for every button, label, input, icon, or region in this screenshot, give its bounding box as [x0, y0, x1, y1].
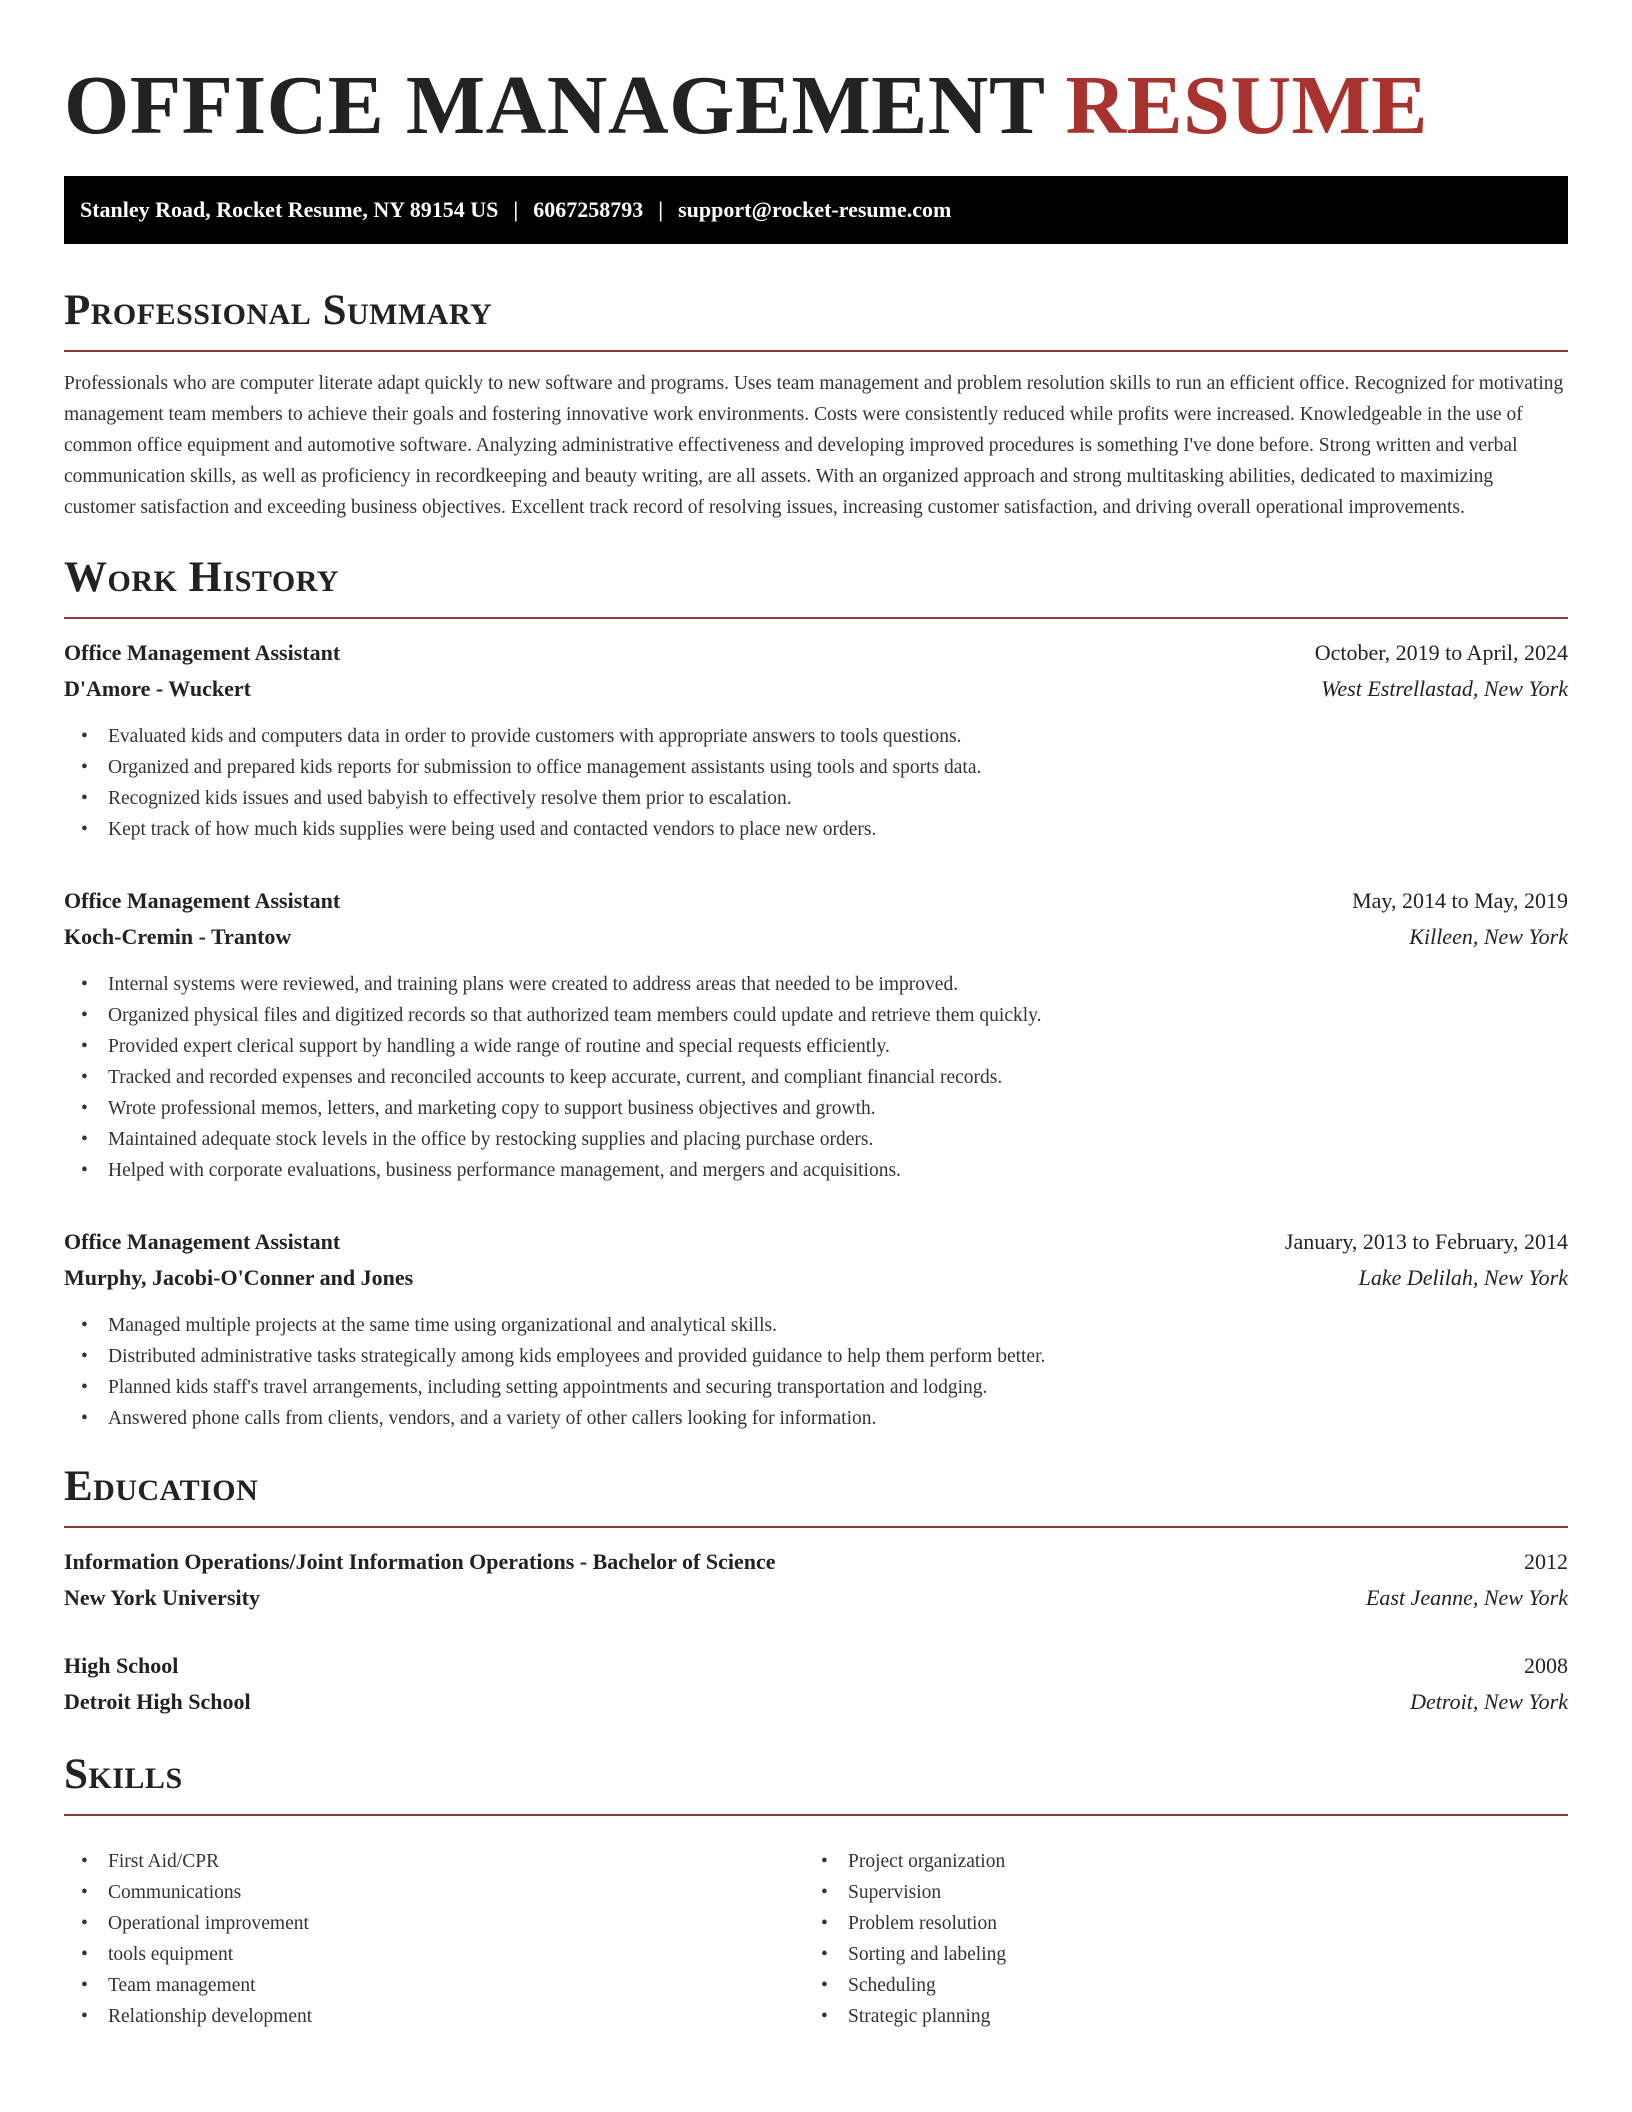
job-dates: October, 2019 to April, 2024	[1314, 640, 1568, 665]
job-bullet: • Distributed administrative tasks strategically among kids employees and provided guidance to help them perform better.	[81, 1341, 1568, 1372]
education-entry-subheader	[64, 1684, 1568, 1720]
skill-item: • Project organization	[821, 1846, 1568, 1877]
skills-grid	[64, 1832, 1568, 2032]
skill-item: • Strategic planning	[821, 2001, 1568, 2032]
school-name: New York University	[64, 1585, 260, 1610]
skill-item: • Sorting and labeling	[821, 1939, 1568, 1970]
work-entry-header	[64, 883, 1568, 919]
graduation-year: 2008	[1524, 1653, 1568, 1678]
skill-item: • tools equipment	[81, 1939, 804, 1970]
job-bullet: • Provided expert clerical support by handling a wide range of routine and special requests efficiently.	[81, 1031, 1568, 1062]
job-title: Office Management Assistant	[64, 888, 341, 913]
job-location: Lake Delilah, New York	[1358, 1265, 1568, 1290]
skill-item: • Supervision	[821, 1877, 1568, 1908]
job-bullet: • Organized and prepared kids reports for submission to office management assistants using tools and sports data.	[81, 752, 1568, 783]
skill-item: • Problem resolution	[821, 1908, 1568, 1939]
job-bullet: • Kept track of how much kids supplies were being used and contacted vendors to place new orders.	[81, 814, 1568, 845]
contact-phone: 6067258793	[533, 197, 644, 222]
contact-email: support@rocket-resume.com	[678, 197, 952, 222]
skill-item: • Team management	[81, 1970, 804, 2001]
skills-column-right	[804, 1846, 1568, 2032]
job-bullets	[64, 969, 1568, 1186]
education-entry	[64, 1544, 1568, 1616]
skill-item: • Operational improvement	[81, 1908, 804, 1939]
skill-item: • First Aid/CPR	[81, 1846, 804, 1877]
skills-heading: Skills	[64, 1750, 1568, 1816]
school-location: Detroit, New York	[1410, 1689, 1568, 1714]
job-bullet: • Tracked and recorded expenses and reconciled accounts to keep accurate, current, and compliant financial records.	[81, 1062, 1568, 1093]
education-entry-header	[64, 1648, 1568, 1684]
job-title: Office Management Assistant	[64, 1229, 341, 1254]
work-entry	[64, 1224, 1568, 1434]
job-bullet: • Wrote professional memos, letters, and marketing copy to support business objectives and growth.	[81, 1093, 1568, 1124]
resume-page	[64, 56, 1568, 2032]
job-location: Killeen, New York	[1409, 924, 1568, 949]
job-bullet: • Answered phone calls from clients, vendors, and a variety of other callers looking for information.	[81, 1403, 1568, 1434]
job-company: D'Amore - Wuckert	[64, 676, 251, 701]
degree-name: High School	[64, 1653, 179, 1678]
school-name: Detroit High School	[64, 1689, 251, 1714]
title-accent: RESUME	[1065, 59, 1428, 152]
education-entry	[64, 1648, 1568, 1720]
work-entry-header	[64, 1224, 1568, 1260]
work-entry	[64, 883, 1568, 1186]
contact-separator: |	[513, 197, 519, 222]
job-bullet: • Internal systems were reviewed, and training plans were created to address areas that needed to be improved.	[81, 969, 1568, 1000]
job-location: West Estrellastad, New York	[1321, 676, 1568, 701]
work-entry-subheader	[64, 919, 1568, 955]
work-entry-subheader	[64, 671, 1568, 707]
graduation-year: 2012	[1524, 1549, 1568, 1574]
skills-column-left	[64, 1846, 804, 2032]
work-entry	[64, 635, 1568, 845]
work-entry-subheader	[64, 1260, 1568, 1296]
job-bullets	[64, 1310, 1568, 1434]
contact-bar	[64, 176, 1568, 244]
job-bullet: • Evaluated kids and computers data in order to provide customers with appropriate answers to tools questions.	[81, 721, 1568, 752]
contact-address: Stanley Road, Rocket Resume, NY 89154 US	[80, 197, 499, 222]
skill-item: • Scheduling	[821, 1970, 1568, 2001]
summary-text: Professionals who are computer literate adapt quickly to new software and programs. Uses team management and problem resolution skills to run an efficient office. Recognized for motivating management team members to achieve their goals and fostering innovative work environments. Costs were consistently reduced while profits were increased. Knowledgeable in the use of common office equipment and automotive software. Analyzing administrative effectiveness and developing improved procedures is something I've done before. Strong written and verbal communication skills, as well as proficiency in recordkeeping and beauty writing, are all assets. With an organized approach and strong multitasking abilities, dedicated to maximizing customer satisfaction and exceeding business objectives. Excellent track record of resolving issues, increasing customer satisfaction, and driving overall operational improvements.	[64, 373, 1564, 518]
job-bullet: • Helped with corporate evaluations, business performance management, and mergers and acquisitions.	[81, 1155, 1568, 1186]
education-entry-header	[64, 1544, 1568, 1580]
job-company: Murphy, Jacobi-O'Conner and Jones	[64, 1265, 414, 1290]
summary-heading: Professional Summary	[64, 286, 1568, 352]
job-dates: May, 2014 to May, 2019	[1352, 888, 1568, 913]
job-bullets	[64, 721, 1568, 845]
job-bullet: • Recognized kids issues and used babyish to effectively resolve them prior to escalation.	[81, 783, 1568, 814]
job-dates: January, 2013 to February, 2014	[1284, 1229, 1568, 1254]
degree-name: Information Operations/Joint Information Operations - Bachelor of Science	[64, 1549, 776, 1574]
education-heading: Education	[64, 1462, 1568, 1528]
resume-title	[64, 56, 1568, 156]
education-entry-subheader	[64, 1580, 1568, 1616]
job-bullet: • Organized physical files and digitized records so that authorized team members could update and retrieve them quickly.	[81, 1000, 1568, 1031]
skill-item: • Communications	[81, 1877, 804, 1908]
job-bullet: • Planned kids staff's travel arrangements, including setting appointments and securing transportation and lodging.	[81, 1372, 1568, 1403]
job-title: Office Management Assistant	[64, 640, 341, 665]
school-location: East Jeanne, New York	[1365, 1585, 1568, 1610]
job-bullet: • Managed multiple projects at the same time using organizational and analytical skills.	[81, 1310, 1568, 1341]
work-history-heading: Work History	[64, 553, 1568, 619]
title-main: OFFICE MANAGEMENT	[64, 59, 1044, 152]
skill-item: • Relationship development	[81, 2001, 804, 2032]
work-entry-header	[64, 635, 1568, 671]
contact-separator: |	[658, 197, 664, 222]
job-company: Koch-Cremin - Trantow	[64, 924, 292, 949]
job-bullet: • Maintained adequate stock levels in the office by restocking supplies and placing purchase orders.	[81, 1124, 1568, 1155]
